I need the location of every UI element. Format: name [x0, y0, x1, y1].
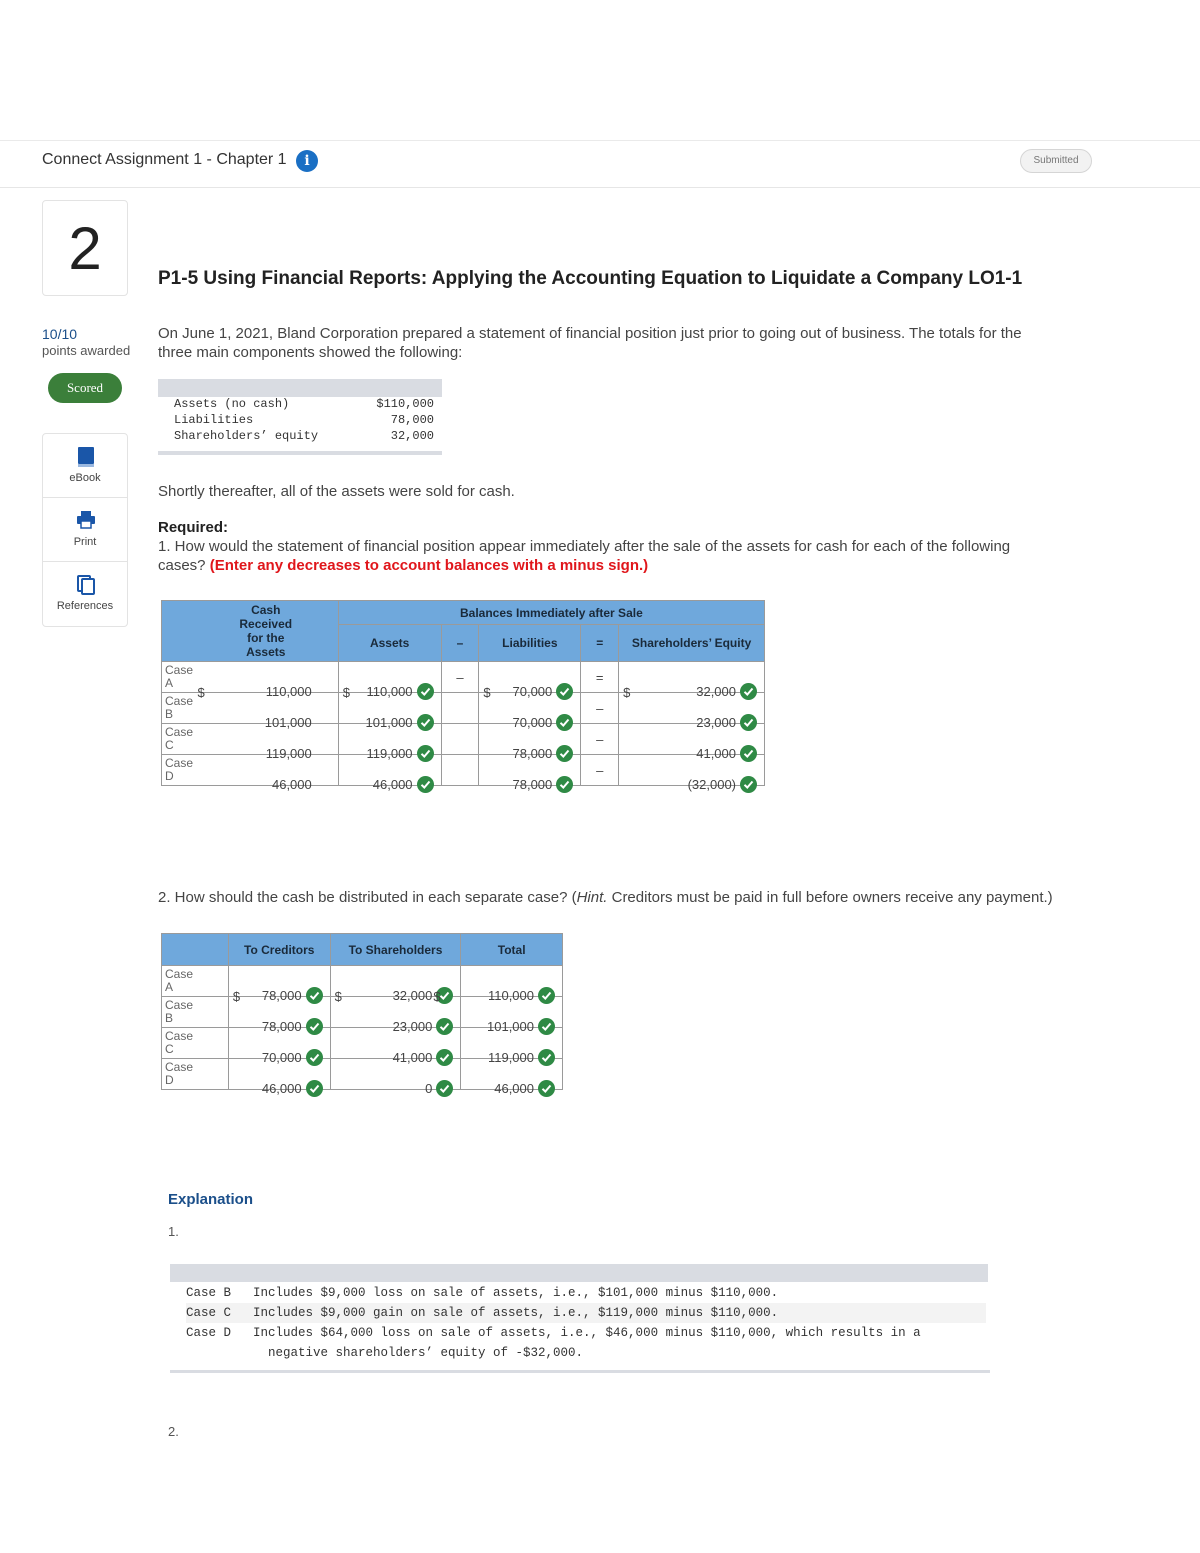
- header-equity: Shareholders’ Equity: [619, 625, 765, 662]
- book-icon: [76, 446, 96, 468]
- statement-value: 32,000: [390, 429, 434, 443]
- total-value: 101,000: [487, 1019, 534, 1034]
- total-value: 46,000: [494, 1081, 534, 1096]
- statement-table: [158, 379, 442, 455]
- info-icon[interactable]: i: [296, 150, 318, 172]
- q2-text: [158, 888, 1053, 907]
- table-row: [162, 693, 765, 724]
- case-label: Case B: [165, 694, 194, 721]
- check-icon: [306, 1049, 323, 1066]
- case-label-cell: [162, 755, 224, 786]
- check-icon: [538, 987, 555, 1004]
- statement-value: 78,000: [390, 413, 434, 427]
- tool-panel: [42, 433, 128, 627]
- check-icon: [740, 683, 757, 700]
- total-value: 119,000: [487, 1050, 534, 1065]
- printer-icon: [76, 510, 96, 530]
- shareholders-value: 32,000: [392, 988, 433, 1003]
- ebook-label: eBook: [69, 472, 101, 484]
- dollar-sign: $: [334, 989, 342, 1004]
- liabilities-value: 70,000: [512, 715, 553, 730]
- operator-cell: [441, 724, 479, 755]
- cash-value: 119,000: [265, 746, 312, 761]
- header-minus: –: [441, 625, 479, 662]
- creditors-value: 78,000: [261, 988, 302, 1003]
- points-label: points awarded: [42, 343, 131, 358]
- explanation-text: Includes $9,000 gain on sale of assets, i.e., $119,000 minus $110,000.: [253, 1306, 779, 1320]
- explanation-footer-bar: [170, 1370, 990, 1373]
- check-icon: [306, 1080, 323, 1097]
- liabilities-value: 78,000: [512, 777, 553, 792]
- statement-row: [174, 413, 434, 429]
- explanation-row: [186, 1283, 986, 1303]
- statement-value: $110,000: [376, 397, 434, 411]
- case-label: Case D: [165, 1060, 194, 1087]
- required-q1-cases: cases?: [158, 557, 206, 574]
- check-icon: [417, 714, 434, 731]
- operator-cell: –: [581, 755, 619, 786]
- explanation-header-bar: [170, 1264, 988, 1282]
- assets-value: 119,000: [366, 746, 413, 761]
- cash-cell: [197, 662, 338, 700]
- check-icon: [740, 776, 757, 793]
- dollar-sign: $: [342, 685, 350, 700]
- creditors-value: 78,000: [261, 1019, 302, 1034]
- case-label-cell: [162, 1028, 229, 1059]
- check-icon: [740, 714, 757, 731]
- scored-badge: Scored: [48, 373, 122, 403]
- explanation-step-2: 2.: [168, 1424, 179, 1439]
- creditors-value: 70,000: [261, 1050, 302, 1065]
- points-awarded: [42, 326, 130, 358]
- operator-cell: –: [581, 693, 619, 724]
- equity-value: 41,000: [696, 746, 736, 761]
- header-liabilities: Liabilities: [479, 625, 581, 662]
- operator-cell: –: [581, 724, 619, 755]
- total-value: 110,000: [487, 988, 534, 1003]
- operator-cell: [441, 755, 479, 786]
- case-label: Case B: [165, 998, 194, 1025]
- intro-text: [158, 324, 1022, 362]
- case-label-cell: [162, 997, 229, 1028]
- liabilities-value: 70,000: [512, 684, 553, 699]
- total-input[interactable]: [433, 966, 563, 1004]
- explanation-text: Includes $64,000 loss on sale of assets, i.e., $46,000 minus $110,000, which results in a: [253, 1326, 921, 1340]
- submitted-badge: Submitted: [1020, 149, 1092, 173]
- dollar-sign: $: [433, 989, 441, 1004]
- explanation-row: [186, 1323, 986, 1343]
- shareholders-input[interactable]: [330, 966, 461, 1004]
- cash-value: 110,000: [265, 684, 312, 699]
- header-to-shareholders: To Shareholders: [330, 934, 461, 966]
- check-icon: [740, 745, 757, 762]
- explanation-box: [170, 1264, 990, 1374]
- check-icon: [306, 1018, 323, 1035]
- table-row: [162, 662, 765, 693]
- check-icon: [538, 1080, 555, 1097]
- assets-value: 101,000: [365, 715, 413, 730]
- header-equals: =: [581, 625, 619, 662]
- required-q1-line2: [158, 556, 1010, 575]
- case-label-cell: [162, 693, 224, 724]
- header-assets: Assets: [338, 625, 441, 662]
- case-label-cell: [162, 1059, 229, 1090]
- shareholders-value: 41,000: [392, 1050, 433, 1065]
- explanation-case: Case B: [186, 1286, 232, 1300]
- check-icon: [538, 1018, 555, 1035]
- case-label: Case C: [165, 725, 194, 752]
- statement-footer-bar: [158, 451, 442, 455]
- ebook-button[interactable]: [43, 434, 127, 498]
- explanation-text: Includes $9,000 loss on sale of assets, i.e., $101,000 minus $110,000.: [253, 1286, 779, 1300]
- points-value: 10/10: [42, 326, 78, 342]
- liabilities-input[interactable]: [479, 662, 581, 700]
- case-label-cell: [162, 724, 224, 755]
- q2-post: Creditors must be paid in full before owners receive any payment.): [607, 889, 1053, 906]
- references-button[interactable]: [43, 562, 127, 626]
- assets-value: 110,000: [366, 684, 413, 699]
- shareholders-value: 0: [425, 1081, 433, 1096]
- required-block: [158, 518, 1010, 575]
- operator-cell: –: [441, 662, 479, 693]
- dollar-sign: $: [623, 685, 631, 700]
- check-icon: [436, 1080, 453, 1097]
- intro-line-2: three main components showed the following:: [158, 344, 463, 361]
- explanation-step-1: 1.: [168, 1224, 179, 1239]
- operator-cell: =: [581, 662, 619, 693]
- statement-row: [174, 397, 434, 413]
- shareholders-value: 23,000: [392, 1019, 433, 1034]
- case-label: Case A: [165, 663, 194, 690]
- check-icon: [417, 683, 434, 700]
- dollar-sign: $: [197, 685, 205, 700]
- header-balances-after-sale: Balances Immediately after Sale: [338, 601, 764, 625]
- explanation-case: Case D: [186, 1326, 232, 1340]
- table-row: [162, 724, 765, 755]
- explanation-row: [186, 1343, 986, 1363]
- statement-label: Shareholders’ equity: [174, 429, 319, 443]
- header-total: Total: [461, 934, 563, 966]
- minus-sign-note: (Enter any decreases to account balances with a minus sign.): [209, 557, 649, 574]
- distribution-table: [161, 933, 563, 1096]
- question-number: 2: [42, 200, 128, 296]
- check-icon: [556, 776, 573, 793]
- equity-value: (32,000): [687, 777, 736, 792]
- case-label-cell: [162, 662, 224, 693]
- equity-input[interactable]: [619, 662, 765, 700]
- assets-input[interactable]: [338, 662, 441, 700]
- statement-header-bar: [158, 379, 442, 397]
- table-row: [162, 755, 765, 786]
- assets-value: 46,000: [372, 777, 413, 792]
- equity-value: 23,000: [696, 715, 736, 730]
- assignment-title: Connect Assignment 1 - Chapter 1: [42, 151, 287, 168]
- check-icon: [306, 987, 323, 1004]
- print-button[interactable]: [43, 498, 127, 562]
- assignment-header: [0, 140, 1200, 188]
- dollar-sign: $: [483, 685, 491, 700]
- after-text: Shortly thereafter, all of the assets were sold for cash.: [158, 483, 515, 500]
- q2-pre: 2. How should the cash be distributed in each separate case? (: [158, 889, 577, 906]
- explanation-case: Case C: [186, 1306, 232, 1320]
- operator-cell: [441, 693, 479, 724]
- check-icon: [538, 1049, 555, 1066]
- creditors-value: 46,000: [261, 1081, 302, 1096]
- required-label: Required:: [158, 519, 229, 536]
- header-cash-received: Cash Received for the Assets: [162, 601, 339, 662]
- liabilities-value: 78,000: [512, 746, 553, 761]
- explanation-text: negative shareholders’ equity of -$32,000.: [253, 1346, 584, 1360]
- references-label: References: [56, 600, 114, 612]
- statement-row: [174, 429, 434, 445]
- case-label-cell: [162, 966, 229, 997]
- check-icon: [417, 745, 434, 762]
- question-title: P1-5 Using Financial Reports: Applying the Accounting Equation to Liquidate a Company LO1-1: [158, 268, 1023, 289]
- header-to-creditors: To Creditors: [228, 934, 330, 966]
- table-row: [162, 966, 563, 997]
- case-label: Case D: [165, 756, 194, 783]
- cash-value: 101,000: [264, 715, 312, 730]
- q2-hint: Hint.: [576, 889, 608, 906]
- cash-value: 46,000: [271, 777, 312, 792]
- explanation-title: Explanation: [168, 1191, 254, 1208]
- references-icon: [76, 574, 96, 596]
- statement-label: Liabilities: [174, 413, 254, 427]
- dollar-sign: $: [232, 989, 241, 1004]
- equity-value: 32,000: [696, 684, 736, 699]
- check-icon: [417, 776, 434, 793]
- statement-label: Assets (no cash): [174, 397, 290, 411]
- header-blank: [162, 934, 229, 966]
- creditors-input[interactable]: [228, 966, 330, 1004]
- case-label: Case A: [165, 967, 194, 994]
- print-label: Print: [73, 536, 97, 548]
- intro-line-1: On June 1, 2021, Bland Corporation prepared a statement of financial position just prior to going out of business. The totals for the: [158, 325, 1022, 342]
- required-q1-line1: 1. How would the statement of financial position appear immediately after the sale of the assets for cash for each of the following: [158, 538, 1011, 555]
- explanation-row: [186, 1303, 986, 1323]
- case-label: Case C: [165, 1029, 194, 1056]
- balances-table: [161, 600, 765, 792]
